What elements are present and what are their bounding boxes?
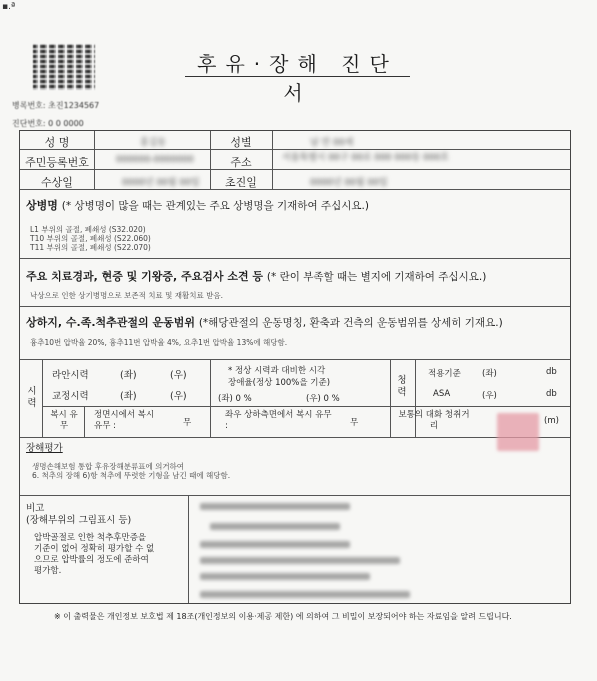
section-divider	[20, 306, 570, 307]
remarks-line: 압박골절로 인한 척추후만증을	[34, 533, 147, 543]
disability-title: 장해평가	[26, 443, 63, 454]
double-vision-front-a: 무	[183, 418, 192, 428]
hearing-standard-label: 적용기준	[428, 369, 461, 379]
remarks-title: 비고	[26, 503, 45, 514]
barcode-image	[33, 44, 95, 90]
double-vision-side-a: 무	[350, 418, 359, 428]
first-visit-value: 0000년 00월 00일	[310, 178, 388, 188]
title-underline	[185, 76, 410, 77]
corner-mark: ▪.ª	[2, 2, 16, 12]
disability-line2: 6. 척추의 장해 6)항 척추에 뚜렷한 기형을 남긴 때에 해당함.	[32, 471, 231, 480]
treatment-section-title	[26, 268, 486, 284]
treatment-note: (* 란이 부족할 때는 별지에 기재하여 주십시요.)	[266, 271, 487, 283]
injury-date-value: 0000년 00월 00일	[122, 178, 200, 188]
record-number: 병록번호: 초진1234567	[12, 101, 100, 110]
treatment-title: 주요 치료경과, 현증 및 기왕증, 주요검사 소견 등	[26, 270, 264, 283]
hearing-side-label: 청력	[397, 375, 407, 398]
speech-distance-unit: (m)	[544, 416, 559, 426]
col-divider	[188, 495, 189, 603]
hearing-right: (우)	[482, 391, 497, 401]
document-title: 후유·장해 진단서	[197, 52, 398, 105]
vision-percent-right: (우) 0 %	[306, 394, 340, 404]
rrn-label: 주민등록번호	[25, 156, 89, 169]
col-divider	[390, 359, 391, 437]
rom-section-title	[26, 314, 503, 330]
col-divider	[272, 131, 273, 189]
row-divider	[20, 149, 570, 150]
remarks-line: 기준이 없어 정확히 평가할 수 없	[34, 544, 155, 554]
col-divider	[84, 406, 85, 437]
hearing-right-unit: db	[546, 389, 557, 399]
hearing-left-unit: db	[546, 367, 557, 377]
section-divider	[20, 258, 570, 259]
privacy-footer: ※ 이 출력물은 개인정보 보호법 제 18조(개인정보의 이용·제공 제한) 에 의하여 그 비밀이 보장되어야 하는 자료임을 알려 드립니다.	[54, 612, 512, 621]
naked-vision-label: 라안시력	[52, 370, 89, 381]
injury-date-label: 수상일	[41, 176, 73, 189]
corrected-vision-label: 교정시력	[52, 391, 89, 402]
col-divider	[42, 359, 43, 437]
diagnosis-section-title	[26, 197, 369, 213]
row-divider	[20, 169, 570, 170]
address-value: 서울특별시 00구 00로 000 000동 000호	[282, 153, 449, 163]
row-divider	[20, 437, 570, 438]
corrected-vision-right: (우)	[170, 391, 187, 402]
hearing-left: (좌)	[482, 369, 497, 379]
col-divider	[94, 131, 95, 189]
certificate-form	[19, 130, 571, 604]
diagnosis-item: T11 부위의 골절, 폐쇄성 (S22.070)	[30, 243, 151, 252]
name-label: 성 명	[44, 136, 70, 149]
speech-distance-label: 보통의 대화 청취거리	[398, 410, 470, 431]
rrn-value: 000000-0000000	[116, 155, 194, 165]
rom-text: 흉추10번 압박율 20%, 흉추11번 압박율 4%, 요추1번 압박율 13%에 해당함.	[30, 338, 288, 347]
diagnosis-item: T10 부위의 골절, 폐쇄성 (S22.060)	[30, 234, 151, 243]
rom-title: 상하지, 수.족.척추관절의 운동범위	[26, 316, 195, 329]
hearing-standard-value: ASA	[433, 389, 451, 399]
remarks-line: 으므로 압박률의 정도에 준하여	[34, 555, 149, 565]
section-divider	[20, 359, 570, 360]
hospital-seal-stamp	[497, 413, 539, 451]
vision-side-label: 시력	[27, 386, 37, 409]
section-divider	[20, 495, 570, 496]
sex-label: 성별	[230, 136, 252, 149]
first-visit-label: 초진일	[225, 176, 257, 189]
double-vision-label: 복시 유무	[50, 410, 78, 431]
col-divider	[210, 359, 211, 437]
remarks-line: 평가함.	[34, 566, 62, 576]
diagnosis-item: L1 부위의 골절, 폐쇄성 (S32.020)	[30, 225, 146, 234]
row-divider	[42, 406, 570, 407]
name-value: 홍길동	[140, 138, 167, 148]
row-divider	[20, 189, 570, 190]
vision-note-line2: 장애율(정상 100%을 기준)	[228, 378, 331, 388]
corrected-vision-left: (좌)	[120, 391, 137, 402]
naked-vision-left: (좌)	[120, 370, 137, 381]
address-label: 주소	[230, 156, 252, 169]
diagnosis-number: 진단번호: 0 0 0000	[12, 119, 84, 128]
naked-vision-right: (우)	[170, 370, 187, 381]
remarks-subtitle: (장해부위의 그림표시 등)	[26, 515, 132, 526]
rom-note: (*해당관절의 운동명칭, 환축과 건측의 운동범위를 상세히 기재요.)	[198, 317, 503, 329]
double-vision-side-q: 좌우 상하측면에서 복시 유무 :	[225, 410, 332, 431]
treatment-text: 낙상으로 인한 상기병명으로 보존적 치료 및 재활치료 받음.	[30, 291, 223, 300]
double-vision-front-q: 정면시에서 복시 유무 :	[94, 410, 155, 431]
diagnosis-note: (* 상병명이 많을 때는 관계있는 주요 상병명을 기재하여 주십시요.)	[61, 200, 369, 212]
vision-note-line1: * 정상 시력과 대비한 시각	[228, 366, 326, 376]
disability-line1: 생명손해보험 통합 후유장해분류표에 의거하여	[32, 462, 185, 471]
vision-percent-left: (좌) 0 %	[218, 394, 252, 404]
sex-value: 남 만 00세	[310, 138, 354, 148]
diagnosis-title: 상병명	[26, 199, 58, 212]
